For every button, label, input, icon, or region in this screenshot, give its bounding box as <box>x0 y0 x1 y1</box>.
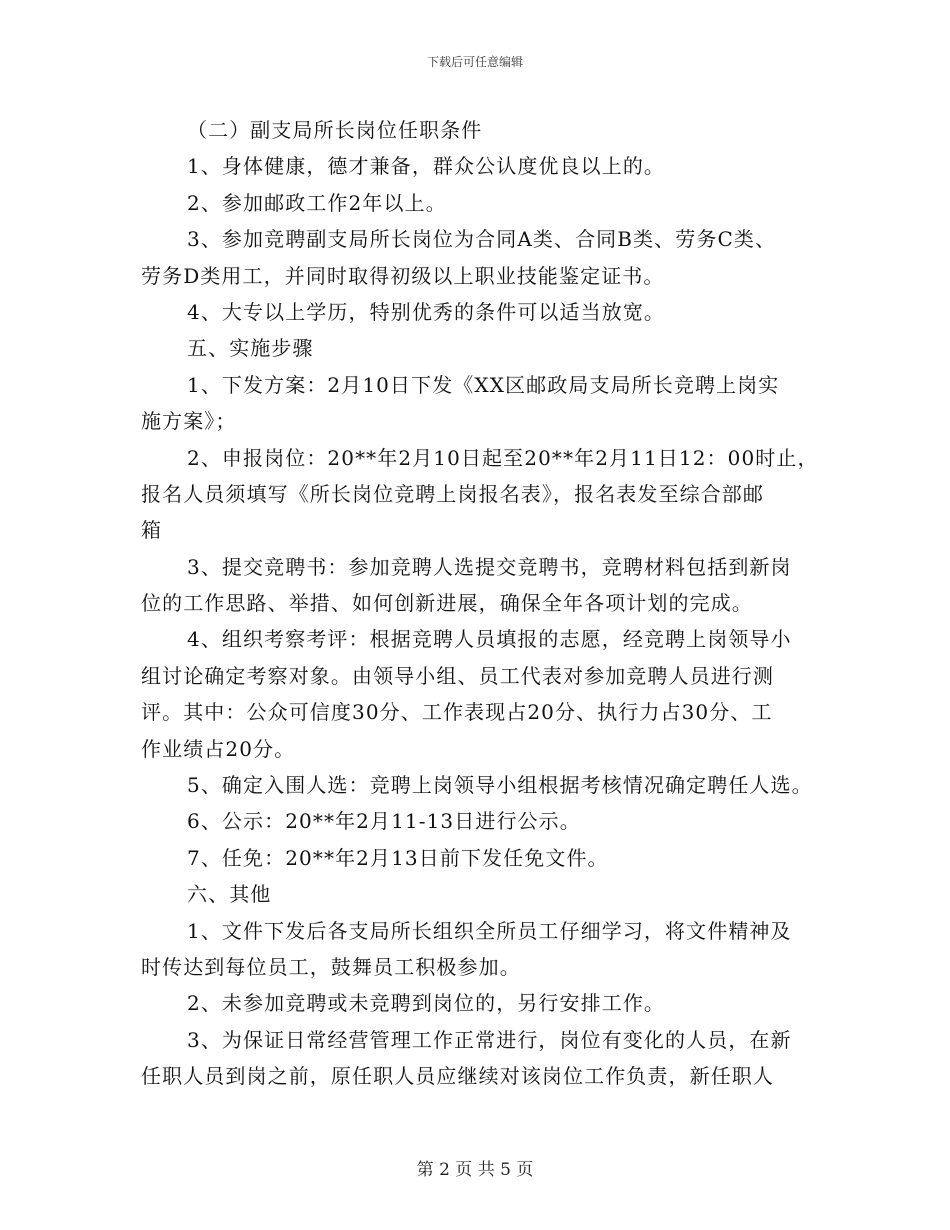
paragraph-line: 4、大专以上学历，特别优秀的条件可以适当放宽。 <box>187 299 666 324</box>
paragraph-line: 4、组织考察考评：根据竞聘人员填报的志愿，经竞聘上岗领导小 <box>187 627 792 652</box>
section-heading: （二）副支局所长岗位任职条件 <box>187 118 483 142</box>
paragraph-line: 1、文件下发后各支局所长组织全所员工仔细学习，将文件精神及 <box>187 918 792 943</box>
page-number-footer: 第 2 页 共 5 页 <box>416 1160 534 1180</box>
section-heading: 五、实施步骤 <box>187 336 314 361</box>
paragraph-line: 组讨论确定考察对象。由领导小组、员工代表对参加竞聘人员进行测 <box>141 663 774 688</box>
paragraph-line: 时传达到每位员工，鼓舞员工积极参加。 <box>141 954 521 979</box>
paragraph-line: 施方案》； <box>141 409 237 434</box>
paragraph-line: 2、申报岗位：20**年2月10日起至20**年2月11日12：00时止， <box>187 445 819 470</box>
paragraph-line: 5、确定入围人选：竞聘上岗领导小组根据考核情况确定聘任人选。 <box>187 773 813 798</box>
section-heading: 六、其他 <box>187 882 272 907</box>
paragraph-line: 3、提交竞聘书：参加竞聘人选提交竞聘书，竞聘材料包括到新岗 <box>187 554 792 579</box>
paragraph-line: 1、下发方案：2月10日下发《XX区邮政局支局所长竞聘上岗实 <box>187 372 780 397</box>
paragraph-line: 1、身体健康，德才兼备，群众公认度优良以上的。 <box>187 154 666 179</box>
paragraph-line: 位的工作思路、举措、如何创新进展，确保全年各项计划的完成。 <box>141 591 753 616</box>
paragraph-line: 作业绩占20分。 <box>141 736 296 761</box>
paragraph-line: 2、未参加竞聘或未竞聘到岗位的，另行安排工作。 <box>187 991 666 1016</box>
paragraph-line: 任职人员到岗之前，原任职人员应继续对该岗位工作负责，新任职人 <box>141 1064 774 1089</box>
paragraph-line: 箱 <box>141 518 163 543</box>
paragraph-line: 评。其中：公众可信度30分、工作表现占20分、执行力占30分、工 <box>141 700 773 725</box>
paragraph-line: 2、参加邮政工作2年以上。 <box>187 190 447 215</box>
paragraph-line: 6、公示：20**年2月11-13日进行公示。 <box>187 809 581 834</box>
header-note: 下载后可任意编辑 <box>426 55 523 69</box>
paragraph-line: 3、为保证日常经营管理工作正常进行，岗位有变化的人员，在新 <box>187 1027 792 1052</box>
paragraph-line: 3、参加竞聘副支局所长岗位为合同A类、合同B类、劳务C类、 <box>187 227 777 252</box>
paragraph-line: 7、任免：20**年2月13日前下发任免文件。 <box>187 845 609 870</box>
paragraph-line: 劳务D类用工，并同时取得初级以上职业技能鉴定证书。 <box>141 263 665 288</box>
document-body <box>141 112 826 1095</box>
paragraph-line: 报名人员须填写《所长岗位竞聘上岗报名表》，报名表发至综合部邮 <box>141 481 764 506</box>
